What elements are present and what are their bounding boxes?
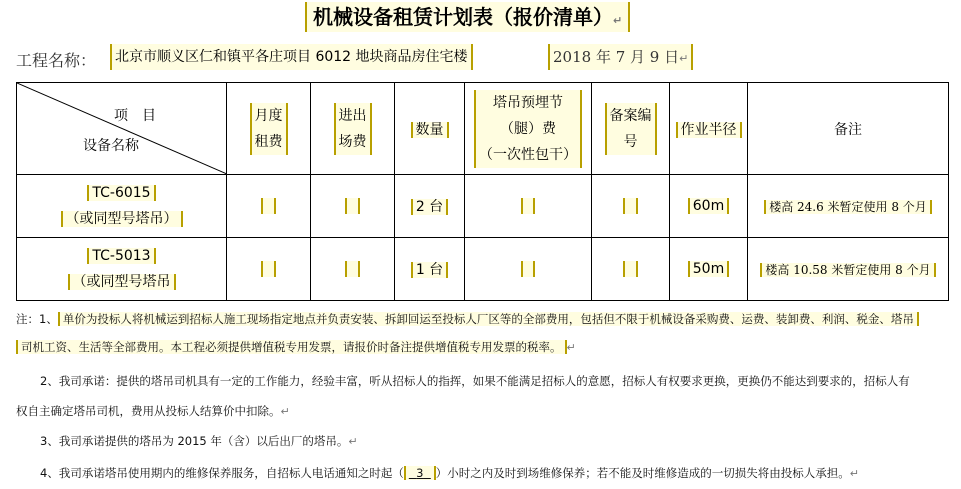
note-4: 4、我司承诺塔吊使用期内的维修保养服务，自招标人电话通知之时起（ 3 ）小时之内及时到场维修保养；若不能及时维修造成的一切损失将由投标人承担。↵ <box>40 466 859 480</box>
table-row <box>17 238 949 301</box>
filing-number-input[interactable] <box>592 175 670 238</box>
quantity-cell: 2 台 <box>395 175 465 238</box>
header-quantity: 数量 <box>395 83 465 175</box>
note-2-line-1: 2、我司承诺：提供的塔吊司机具有一定的工作能力，经验丰富，听从招标人的指挥，如果不能满足招标人的意愿，招标人有权要求更换，更换仍不能达到要求的，招标人有 <box>40 374 910 388</box>
diagonal-header-cell <box>17 83 227 175</box>
project-date-field[interactable]: 2018 年 7 月 9 日↵ <box>548 44 693 70</box>
header-monthly-rent: 月度 租费 <box>227 83 311 175</box>
filing-number-input[interactable] <box>592 238 670 301</box>
monthly-rent-input[interactable] <box>227 238 311 301</box>
rental-plan-table <box>16 82 949 301</box>
header-embedded-fee: 塔吊预埋节 （腿）费 （一次性包干） <box>465 83 592 175</box>
header-equipment-label: 设备名称 <box>83 138 139 154</box>
table-row <box>17 175 949 238</box>
note-1-line-1: 注：1、 单价为投标人将机械运到招标人施工现场指定地点并负责安装、拆卸回运至投标人厂区等的全部费用，包括但不限于机械设备采购费、运费、装卸费、利润、税金、塔吊 <box>16 308 946 330</box>
quantity-cell: 1 台 <box>395 238 465 301</box>
equipment-name-cell: TC-6015 （或同型号塔吊） <box>17 175 227 238</box>
equipment-name-cell: TC-5013 （或同型号塔吊 <box>17 238 227 301</box>
note-3: 3、我司承诺提供的塔吊为 2015 年（含）以后出厂的塔吊。↵ <box>40 434 358 448</box>
remark-cell: 楼高 10.58 米暂定使用 8 个月 <box>748 238 949 301</box>
response-hours-field[interactable]: 3 <box>404 466 436 480</box>
header-filing-number: 备案编 号 <box>592 83 670 175</box>
work-radius-cell: 50m <box>670 238 748 301</box>
work-radius-cell: 60m <box>670 175 748 238</box>
remark-cell: 楼高 24.6 米暂定使用 8 个月 <box>748 175 949 238</box>
table-header-row <box>17 83 949 175</box>
document-title: 机械设备租赁计划表（报价清单）↵ <box>305 2 630 32</box>
header-item-label: 项 目 <box>114 108 156 124</box>
note-2-line-2: 权自主确定塔吊司机，费用从投标人结算价中扣除。↵ <box>16 404 290 418</box>
embedded-fee-input[interactable] <box>465 175 592 238</box>
embedded-fee-input[interactable] <box>465 238 592 301</box>
header-remarks: 备注 <box>748 83 949 175</box>
project-name-field[interactable]: 北京市顺义区仁和镇平各庄项目 6012 地块商品房住宅楼 <box>110 44 473 70</box>
diagonal-line <box>17 83 227 174</box>
monthly-rent-input[interactable] <box>227 175 311 238</box>
header-work-radius: 作业半径 <box>670 83 748 175</box>
note-1-line-2: 司机工资、生活等全部费用。本工程必须提供增值税专用发票，请报价时备注提供增值税专用发票的税率。 ↵ <box>16 336 946 359</box>
project-name-label: 工程名称： <box>16 51 97 70</box>
entry-exit-fee-input[interactable] <box>311 175 395 238</box>
entry-exit-fee-input[interactable] <box>311 238 395 301</box>
header-entry-exit-fee: 进出 场费 <box>311 83 395 175</box>
